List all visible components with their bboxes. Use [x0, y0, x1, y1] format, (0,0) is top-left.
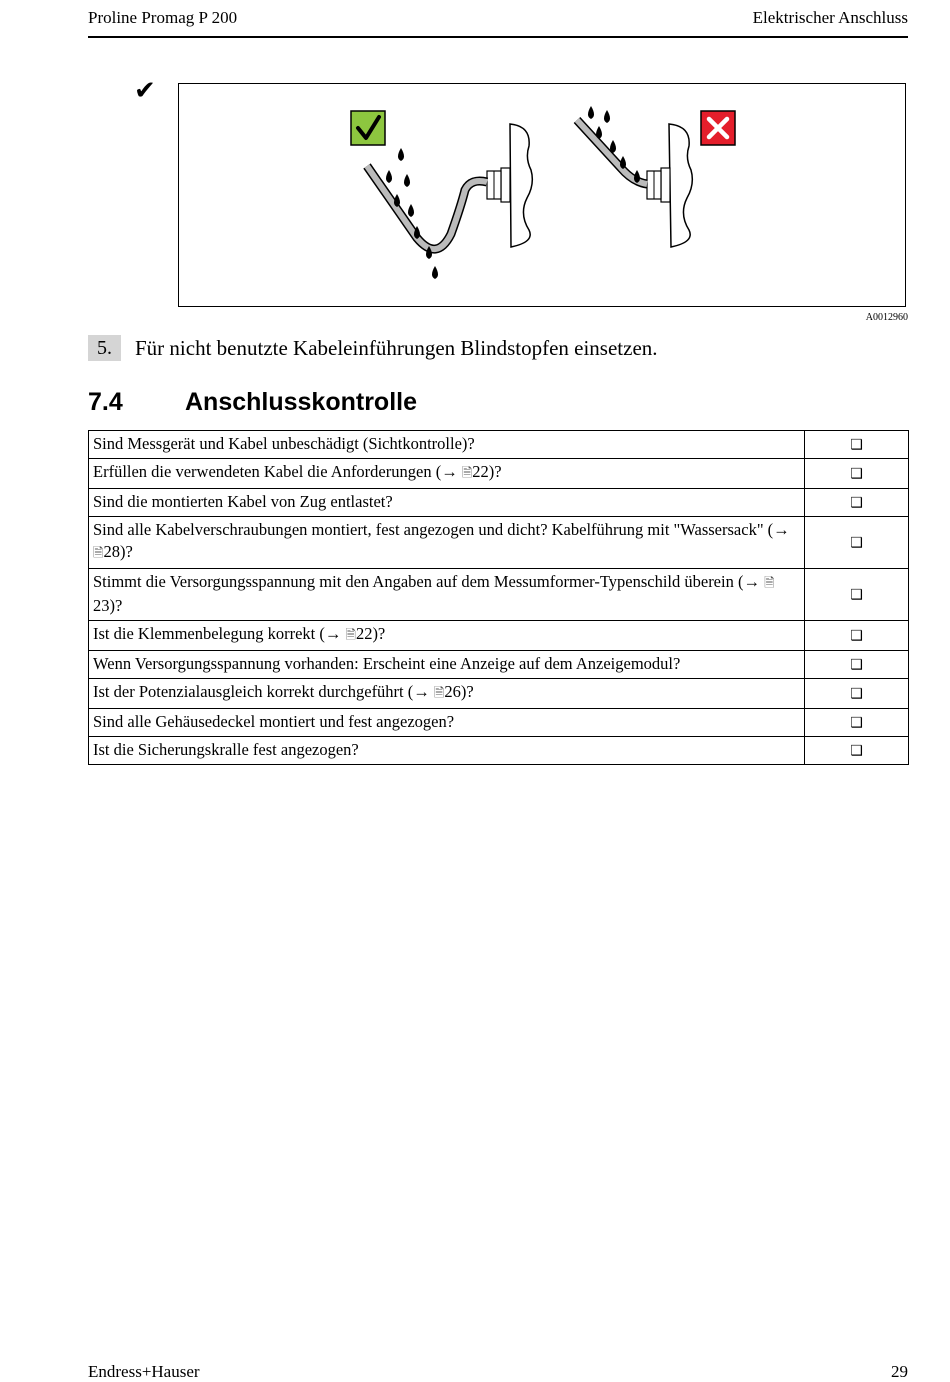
header-product: Proline Promag P 200: [88, 8, 238, 27]
checkbox-icon[interactable]: ❑: [850, 535, 863, 551]
connection-checklist: [88, 430, 909, 765]
checkbox-icon[interactable]: ❑: [850, 686, 863, 702]
question-text-end: )?: [119, 542, 133, 561]
checklist-question: [89, 569, 805, 621]
checklist-checkbox[interactable]: [805, 679, 909, 709]
checklist-question: [89, 517, 805, 569]
checklist-row: [89, 517, 909, 569]
checklist-checkbox[interactable]: [805, 459, 909, 489]
checkbox-icon[interactable]: ❑: [850, 437, 863, 453]
checklist-question: [89, 621, 805, 651]
question-text: Sind alle Gehäusedeckel montiert und fest angezogen?: [93, 712, 455, 731]
checkbox-icon[interactable]: ❑: [850, 587, 863, 603]
page-reference-icon: 🗎: [345, 628, 356, 643]
question-text: Sind alle Kabelverschraubungen montiert, fest angezogen und dicht? Kabelführung mit "Wassersack" (→: [93, 520, 790, 539]
question-text: Ist die Sicherungskralle fest angezogen?: [93, 740, 359, 759]
checklist-question: [89, 431, 805, 459]
checklist-question: [89, 679, 805, 709]
question-text-end: )?: [460, 682, 474, 701]
figure-code: A0012960: [865, 312, 908, 323]
checkbox-icon[interactable]: ❑: [850, 657, 863, 673]
cable-routing-illustration: [179, 84, 907, 308]
page-reference-icon: 🗎: [764, 576, 775, 591]
checklist-question: [89, 709, 805, 737]
header-chapter: Elektrischer Anschluss: [752, 8, 908, 27]
checklist-checkbox[interactable]: [805, 621, 909, 651]
step-text: Für nicht benutzte Kabeleinführungen Blindstopfen einsetzen.: [135, 336, 658, 360]
checkbox-icon[interactable]: ❑: [850, 715, 863, 731]
checklist-question: [89, 651, 805, 679]
step-number: 5.: [88, 335, 121, 361]
page-reference-link[interactable]: 22: [355, 624, 373, 643]
section-number: 7.4: [88, 388, 123, 416]
question-text: Sind Messgerät und Kabel unbeschädigt (Sichtkontrolle)?: [93, 434, 475, 453]
page-reference-icon: 🗎: [433, 686, 445, 701]
result-check-icon: ✔: [134, 76, 156, 106]
checklist-row: [89, 431, 909, 459]
checkbox-icon[interactable]: ❑: [850, 628, 863, 644]
cable-routing-figure: [178, 83, 906, 307]
checklist-checkbox[interactable]: [805, 709, 909, 737]
question-text: Stimmt die Versorgungsspannung mit den Angaben auf dem Messumformer-Typenschild überein (→: [93, 572, 765, 591]
page-number: 29: [891, 1362, 908, 1381]
checklist-row: [89, 737, 909, 765]
page-header: [88, 6, 908, 38]
question-text-end: )?: [109, 596, 123, 615]
page-reference-link[interactable]: 23: [93, 596, 110, 615]
question-text: Erfüllen die verwendeten Kabel die Anforderungen (→: [93, 462, 462, 481]
checklist-checkbox[interactable]: [805, 431, 909, 459]
wrong-routing-drawing: [577, 106, 735, 247]
correct-routing-drawing: [351, 111, 532, 279]
question-text: Ist die Klemmenbelegung korrekt (→: [93, 624, 346, 643]
checkbox-icon[interactable]: ❑: [850, 495, 863, 511]
section-heading: [88, 388, 417, 417]
checklist-checkbox[interactable]: [805, 489, 909, 517]
checklist-checkbox[interactable]: [805, 651, 909, 679]
checklist-question: [89, 737, 805, 765]
checklist-checkbox[interactable]: [805, 737, 909, 765]
page-reference-link[interactable]: 22: [472, 462, 489, 481]
checklist-checkbox[interactable]: [805, 517, 909, 569]
step-item: [88, 335, 658, 361]
checklist-row: [89, 679, 909, 709]
checklist-question: [89, 459, 805, 489]
checklist-row: [89, 489, 909, 517]
checklist-row: [89, 621, 909, 651]
checklist-row: [89, 651, 909, 679]
question-text: Wenn Versorgungsspannung vorhanden: Erscheint eine Anzeige auf dem Anzeigemodul?: [93, 654, 681, 673]
question-text: Ist der Potenzialausgleich korrekt durchgeführt (→: [93, 682, 434, 701]
question-text-end: )?: [488, 462, 502, 481]
checkbox-icon[interactable]: ❑: [850, 743, 863, 759]
section-title: Anschlusskontrolle: [185, 388, 417, 416]
checklist-row: [89, 569, 909, 621]
checklist-checkbox[interactable]: [805, 569, 909, 621]
checkbox-icon[interactable]: ❑: [850, 466, 863, 482]
checklist-question: [89, 489, 805, 517]
question-text-end: )?: [372, 624, 386, 643]
footer-brand: Endress+Hauser: [88, 1362, 200, 1381]
page-reference-icon: 🗎: [461, 466, 473, 481]
question-text: Sind die montierten Kabel von Zug entlastet?: [93, 492, 393, 511]
page-reference-link[interactable]: 28: [103, 542, 120, 561]
page-reference-link[interactable]: 26: [444, 682, 461, 701]
page-reference-icon: 🗎: [93, 546, 104, 561]
checklist-row: [89, 709, 909, 737]
checklist-row: [89, 459, 909, 489]
